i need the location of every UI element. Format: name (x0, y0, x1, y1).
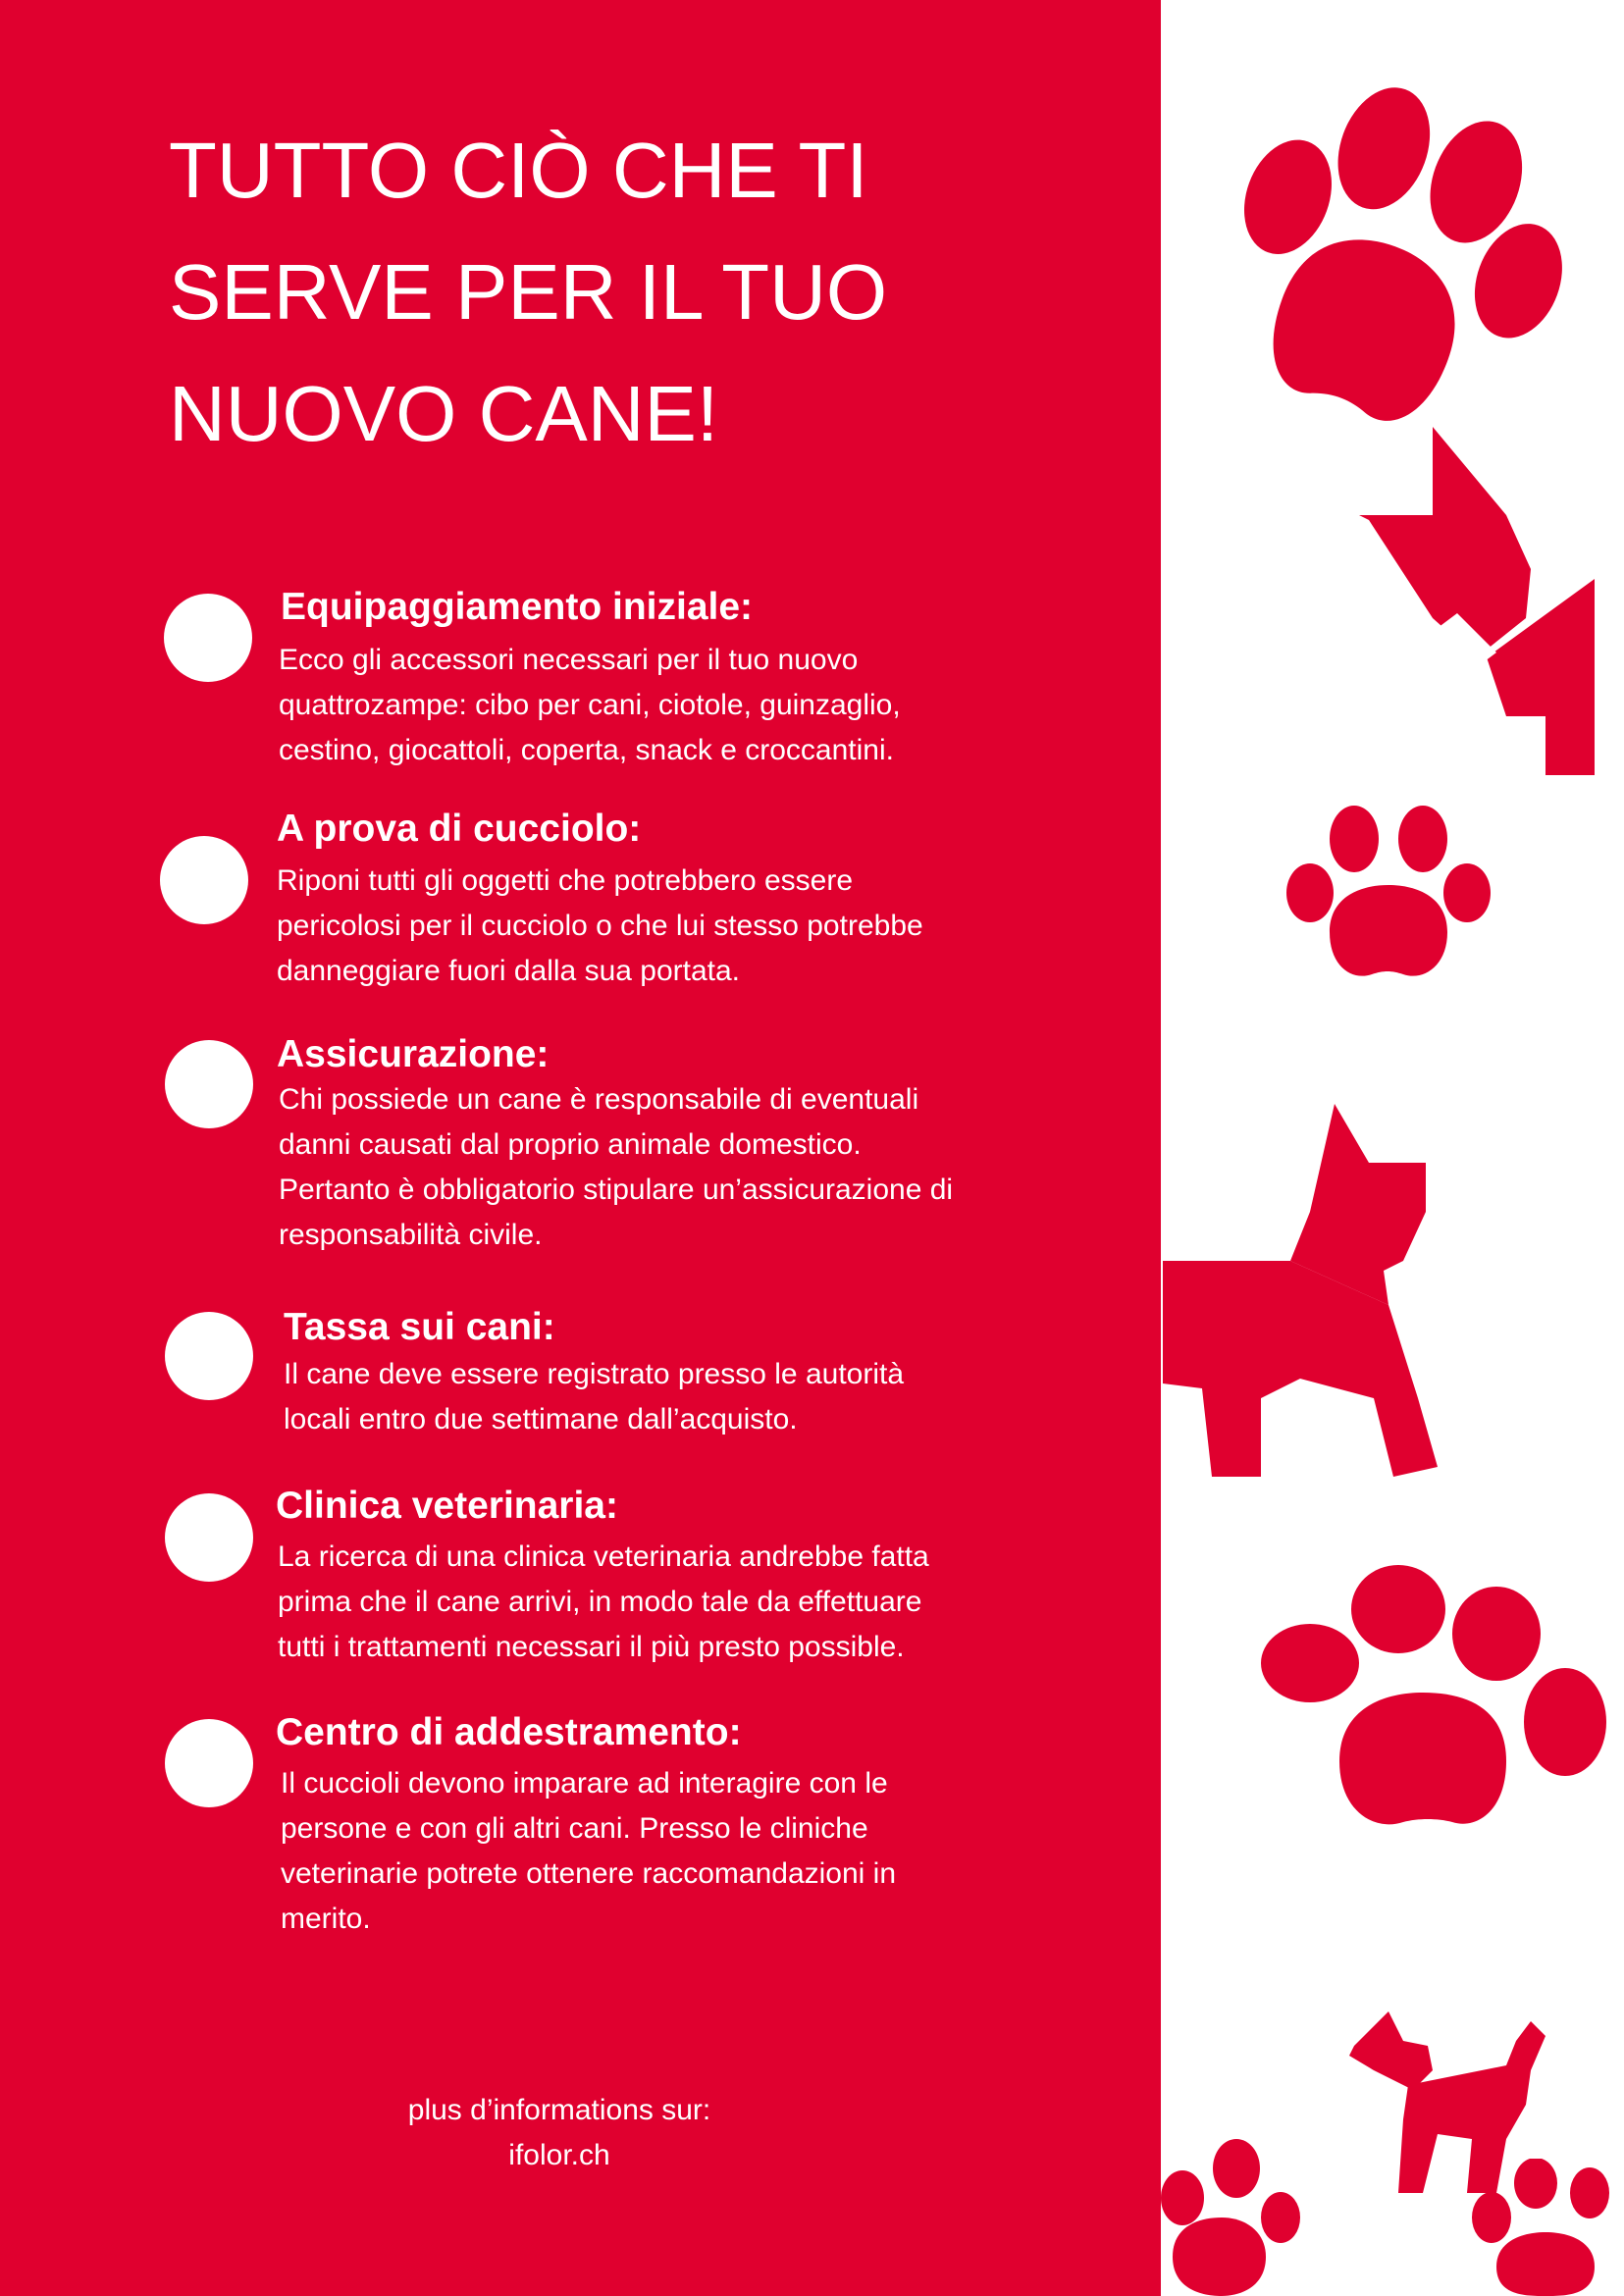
item-heading: Tassa sui cani: (284, 1306, 555, 1348)
paw-print-icon (1231, 1555, 1624, 1889)
footer-website[interactable]: ifolor.ch (508, 2139, 610, 2171)
footer-more-info (363, 2088, 756, 2178)
item-body: La ricerca di una clinica veterinaria andrebbe fatta prima che il cane arrivi, in modo tale da effettuare tutti i trattamenti necessari il più presto possible. (278, 1540, 929, 1663)
item-body: Riponi tutti gli oggetti che potrebbero essere pericolosi per il cucciolo o che lui stesso potrebbe danneggiare fuori dalla sua portata. (277, 864, 923, 987)
paw-print-icon (1276, 795, 1501, 1011)
bullet-circle-icon (164, 594, 252, 682)
item-heading: A prova di cucciolo: (277, 808, 642, 850)
page-title (169, 110, 1111, 475)
bullet-circle-icon (160, 836, 248, 924)
item-body: Ecco gli accessori necessari per il tuo nuovo quattrozampe: cibo per cani, ciotole, guinzaglio, cestino, giocattoli, coperta, snack e croccantini. (279, 644, 901, 766)
item-body: Chi possiede un cane è responsabile di eventuali danni causati dal proprio animale domestico. Pertanto è obbligatorio stipulare un’assicurazione di responsabilità civile. (279, 1083, 954, 1251)
title-line-3: NUOVO CANE! (169, 370, 719, 457)
item-heading: Clinica veterinaria: (276, 1485, 618, 1527)
bullet-circle-icon (165, 1040, 253, 1128)
item-heading: Equipaggiamento iniziale: (281, 586, 754, 628)
item-body: Il cane deve essere registrato presso le autorità locali entro due settimane dall’acquisto. (284, 1358, 905, 1435)
paw-print-icon (1467, 2159, 1624, 2296)
bullet-circle-icon (165, 1312, 253, 1400)
dog-silhouette-icon (1359, 422, 1595, 775)
item-body: Il cuccioli devono imparare ad interagire con le persone e con gli altri cani. Presso le cliniche veterinarie potrete ottenere raccomandazioni in merito. (281, 1767, 897, 1935)
dog-silhouette-icon (1163, 1104, 1624, 1496)
title-line-1: TUTTO CIÒ CHE TI (169, 127, 868, 214)
bullet-circle-icon (165, 1719, 253, 1807)
item-heading: Centro di addestramento: (276, 1711, 742, 1753)
title-line-2: SERVE PER IL TUO (169, 248, 888, 336)
paw-print-icon (1153, 2129, 1300, 2296)
bullet-circle-icon (165, 1493, 253, 1582)
footer-label: plus d’informations sur: (407, 2094, 711, 2126)
item-heading: Assicurazione: (277, 1033, 550, 1075)
